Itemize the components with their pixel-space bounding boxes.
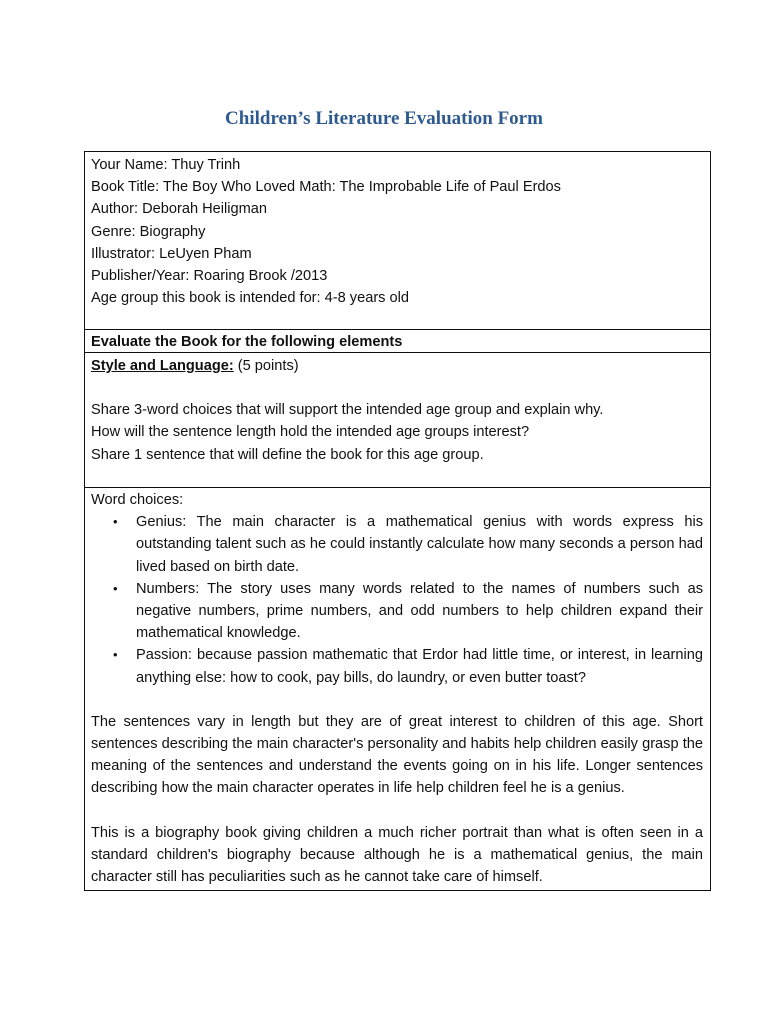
list-item <box>113 578 703 645</box>
criteria-prompt: Share 1 sentence that will define the book for this age group. <box>91 446 484 463</box>
bullet-icon: • <box>113 647 118 663</box>
book-illustrator: Illustrator: LeUyen Pham <box>91 245 252 262</box>
criteria-prompt: How will the sentence length hold the intended age groups interest? <box>91 424 530 441</box>
spacer <box>91 800 703 822</box>
evaluation-table <box>84 151 711 891</box>
reviewer-name: Your Name: Thuy Trinh <box>91 157 241 173</box>
list-item <box>113 644 703 688</box>
spacer <box>91 377 703 399</box>
word-choices-list <box>91 511 703 689</box>
points-label: (5 points) <box>237 358 299 374</box>
book-author: Author: Deborah Heiligman <box>91 201 268 218</box>
style-language-criteria-cell <box>85 353 710 488</box>
bullet-icon: • <box>113 580 118 596</box>
word-choices-label: Word choices: <box>91 492 184 508</box>
word-choice-text: Numbers: The story uses many words related to the names of numbers such as negative numbers, prime numbers, and odd numbers to help children expand their mathematical knowledge. <box>136 580 703 642</box>
defining-sentence-paragraph: This is a biography book giving children a much richer portrait than what is often seen in a standard children's biography because although he is a mathematical genius, the main character still has peculiarities such as he cannot take care of himself. <box>91 824 703 886</box>
book-info-cell <box>85 152 710 330</box>
spacer <box>91 689 703 711</box>
sentence-length-paragraph: The sentences vary in length but they are of great interest to children of this age. Short sentences describing the main character's personality and habits help children easily grasp the meaning of the sentences and understand the events going on in his life. Longer sentences describing how the main character operates in life help children feel he is a genius. <box>91 713 703 797</box>
style-language-answer-cell <box>85 488 710 890</box>
book-title: Book Title: The Boy Who Loved Math: The Improbable Life of Paul Erdos <box>91 179 561 196</box>
list-item <box>113 511 703 578</box>
bullet-icon: • <box>113 514 118 530</box>
book-age-group: Age group this book is intended for: 4-8 years old <box>91 290 410 307</box>
evaluate-heading: Evaluate the Book for the following elements <box>85 330 710 353</box>
word-choice-text: Passion: because passion mathematic that Erdor had little time, or interest, in learning anything else: how to cook, pay bills, do laundry, or even butter toast? <box>136 647 703 686</box>
word-choice-text: Genius: The main character is a mathematical genius with words express his outstanding talent such as he could instantly calculate how many seconds a person had lived based on birth date. <box>136 514 703 575</box>
criteria-header <box>91 355 703 377</box>
criteria-prompt: Share 3-word choices that will support the intended age group and explain why. <box>91 402 604 419</box>
style-language-label: Style and Language: <box>91 358 234 374</box>
form-title: Children’s Literature Evaluation Form <box>225 108 543 129</box>
book-genre: Genre: Biography <box>91 223 206 240</box>
book-publisher-year: Publisher/Year: Roaring Brook /2013 <box>91 268 328 285</box>
